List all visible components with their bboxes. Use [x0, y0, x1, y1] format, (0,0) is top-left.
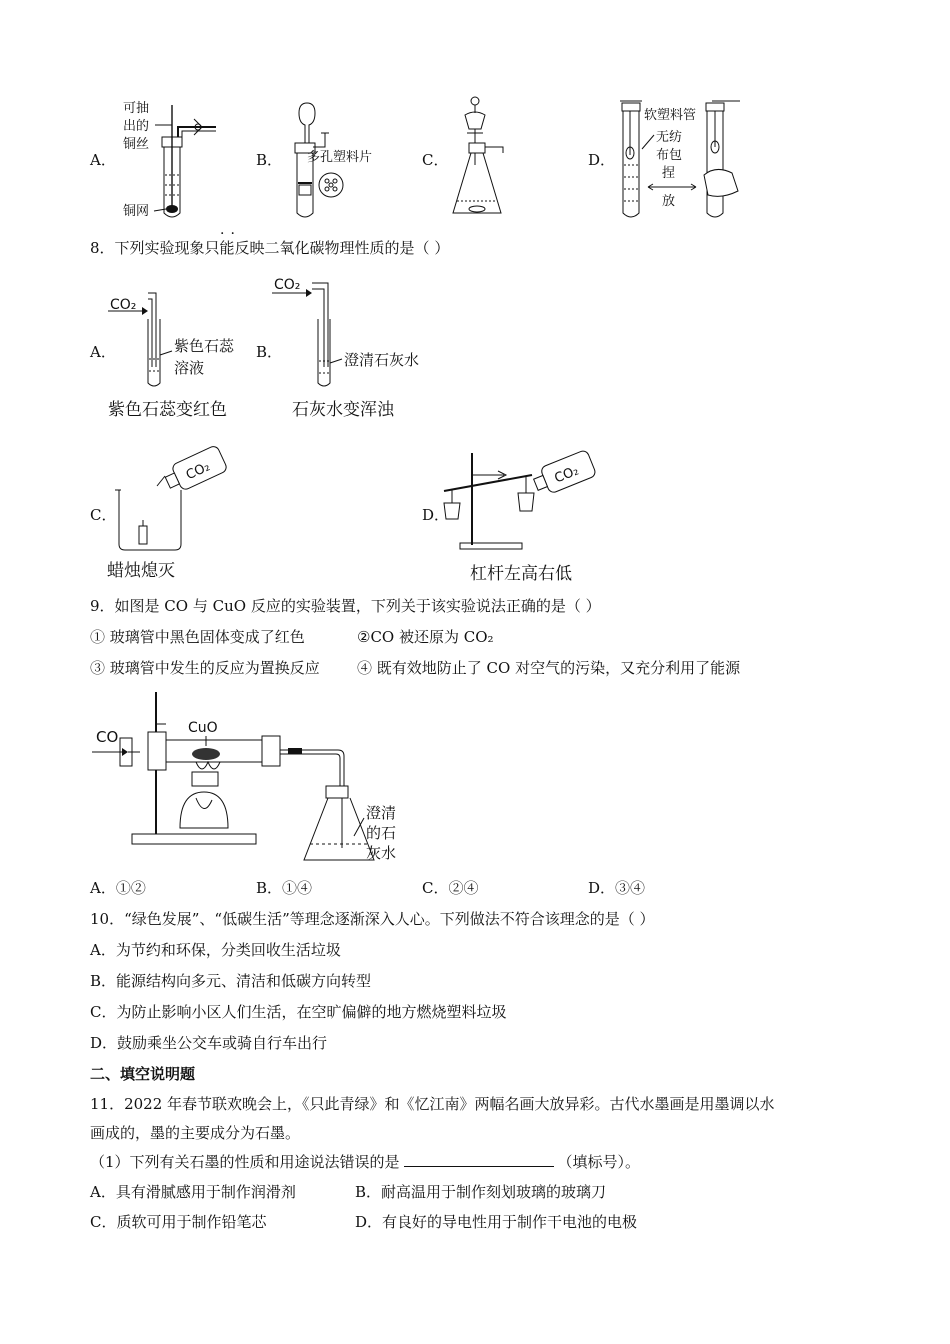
q11-option-a[interactable]: A．具有滑腻感用于制作润滑剂	[90, 1183, 296, 1201]
q9-option-a[interactable]: A．①②	[90, 879, 146, 897]
q9-option-c[interactable]: C．②④	[422, 879, 479, 897]
label-soft-tube: 软塑料管	[644, 108, 697, 123]
q11-sub1-suffix: （填标号）。	[557, 1153, 641, 1171]
label-plastic-plate: 多孔塑料片	[307, 150, 373, 165]
label-litmus: 紫色石蕊	[174, 337, 235, 355]
label-wufang: 无纺	[656, 130, 683, 145]
q7-apparatus-b	[285, 103, 385, 223]
q10-stem: 10．“绿色发展”、“低碳生活”等理念逐渐深入人心。下列做法不符合该理念的是（ ）	[90, 910, 655, 928]
label-kechou: 可抽	[123, 101, 150, 116]
q7-apparatus-c	[445, 95, 525, 225]
q9-option-b[interactable]: B．①④	[256, 879, 313, 897]
q9-statement-2: ②CO 被还原为 CO₂	[357, 628, 494, 646]
co2-label: CO₂	[274, 277, 301, 293]
co2-label: CO₂	[110, 297, 137, 313]
q8-diagram-c	[105, 440, 255, 585]
cuo-label: CuO	[188, 720, 218, 736]
q8-option-c[interactable]: C．	[90, 506, 117, 524]
label-bubao: 布包	[656, 148, 683, 163]
q8-option-a[interactable]: A．	[90, 343, 116, 361]
co2-label: CO₂	[183, 459, 213, 484]
label-tongsi: 铜丝	[123, 137, 150, 152]
q8-diagram-b	[272, 275, 442, 425]
label-chude: 出的	[123, 119, 150, 134]
q11-option-b[interactable]: B．耐高温用于制作刻划玻璃的玻璃刀	[355, 1183, 607, 1201]
label-solution: 溶液	[174, 359, 205, 377]
q9-statement-1: ① 玻璃管中黑色固体变成了红色	[90, 628, 305, 646]
q9-statement-3: ③ 玻璃管中发生的反应为置换反应	[90, 659, 320, 677]
q7-apparatus-a	[118, 95, 228, 225]
q11-stem-line1: 11．2022 年春节联欢晚会上，《只此青绿》和《忆江南》两幅名画大放异彩。古代水墨画是用墨调以水	[90, 1095, 775, 1113]
q9-apparatus	[92, 688, 412, 868]
q11-option-c[interactable]: C．质软可用于制作铅笔芯	[90, 1213, 267, 1231]
lime-label-2: 的石	[366, 824, 397, 842]
q9-statement-4: ④ 既有效地防止了 CO 对空气的污染，又充分利用了能源	[357, 659, 741, 677]
q10-option-b[interactable]: B．能源结构向多元、清洁和低碳方向转型	[90, 972, 372, 990]
caption-a: 紫色石蕊变红色	[108, 400, 227, 420]
q11-sub1-prompt: （1）下列有关石墨的性质和用途说法错误的是	[90, 1153, 400, 1171]
label-fang: 放	[662, 194, 676, 209]
section-heading: 二、填空说明题	[90, 1065, 196, 1083]
q10-option-a[interactable]: A．为节约和环保，分类回收生活垃圾	[90, 941, 341, 959]
label-tongwang: 铜网	[123, 204, 150, 219]
answer-blank[interactable]	[404, 1152, 554, 1167]
emphasis-dots: ··	[220, 226, 241, 242]
co-label: CO	[96, 728, 119, 746]
q9-stem: 9．如图是 CO 与 CuO 反应的实验装置，下列关于该实验说法正确的是（ ）	[90, 597, 601, 615]
q8-option-d[interactable]: D．	[422, 506, 450, 524]
caption-c: 蜡烛熄灭	[107, 561, 175, 581]
q8-stem: 8．下列实验现象只能反映二氧化碳物理性质的是（ ）	[90, 239, 450, 257]
q8-diagram-d	[440, 445, 610, 585]
q11-option-d[interactable]: D．有良好的导电性用于制作干电池的电极	[355, 1213, 638, 1231]
label-nie: 捏	[662, 166, 676, 181]
q9-option-d[interactable]: D．③④	[588, 879, 646, 897]
q7-option-d[interactable]: D．	[588, 151, 616, 169]
lime-label-3: 灰水	[366, 844, 397, 862]
caption-b: 石灰水变浑浊	[292, 400, 394, 420]
q8-diagram-a	[108, 285, 258, 425]
co2-label: CO₂	[552, 463, 581, 487]
q8-option-b[interactable]: B．	[256, 343, 283, 361]
lime-label-1: 澄清	[366, 804, 397, 822]
q10-option-c[interactable]: C．为防止影响小区人们生活，在空旷偏僻的地方燃烧塑料垃圾	[90, 1003, 507, 1021]
q7-option-b[interactable]: B．	[256, 151, 283, 169]
label-limewater: 澄清石灰水	[344, 351, 420, 369]
q7-option-a[interactable]: A．	[90, 151, 116, 169]
q7-option-c[interactable]: C．	[422, 151, 449, 169]
q10-option-d[interactable]: D．鼓励乘坐公交车或骑自行车出行	[90, 1034, 328, 1052]
caption-d: 杠杆左高右低	[470, 564, 572, 584]
q11-sub1	[90, 1152, 640, 1172]
q7-apparatus-d	[612, 95, 752, 225]
q11-stem-line2: 画成的，墨的主要成分为石墨。	[90, 1124, 301, 1142]
